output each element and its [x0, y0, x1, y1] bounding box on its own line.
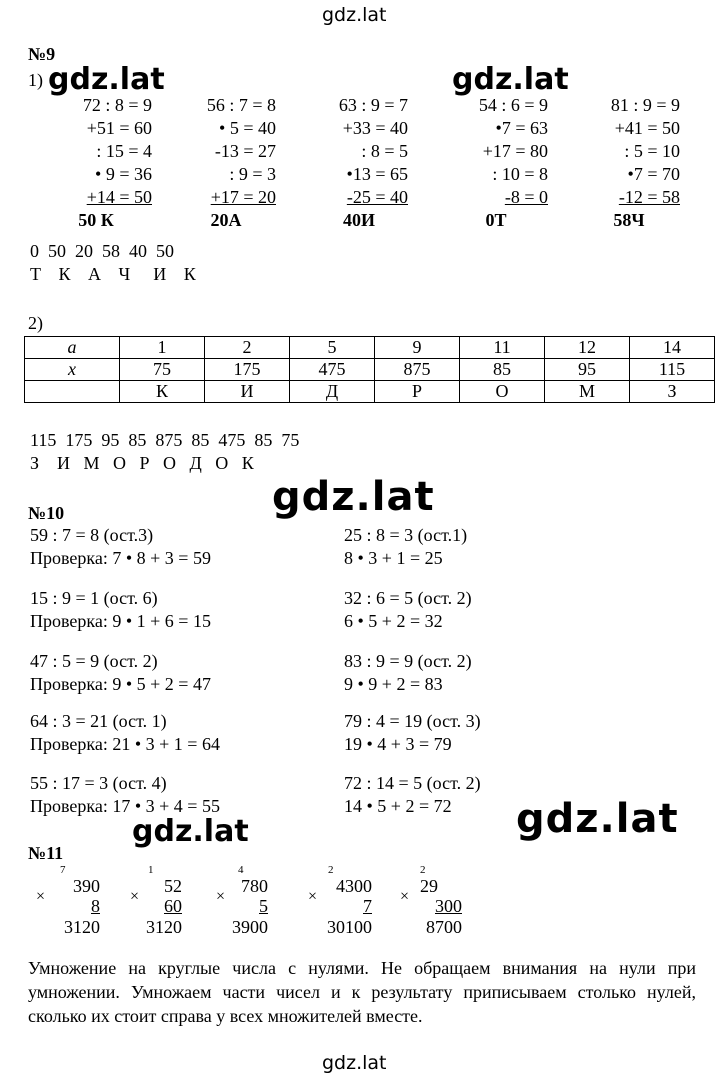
- chain-line: 54 : 6 = 9: [478, 95, 548, 115]
- product: 30100: [327, 917, 372, 937]
- chain-line: 81 : 9 = 9: [610, 95, 680, 115]
- table-cell: 115: [630, 359, 715, 381]
- answer1-numbers: 0 50 20 58 40 50: [30, 241, 174, 261]
- chain-line: •7 = 70: [627, 164, 680, 184]
- product: 3120: [64, 917, 100, 937]
- answer2-numbers: 115 175 95 85 875 85 475 85 75: [30, 430, 300, 450]
- chain-line: -13 = 27: [214, 141, 276, 161]
- chain-line: -25 = 40: [346, 187, 408, 207]
- check-left: Проверка: 17 • 3 + 4 = 55: [30, 796, 220, 816]
- chain-result: 50 К: [78, 210, 114, 230]
- division-right: 32 : 6 = 5 (ост. 2): [344, 588, 472, 608]
- table-header-empty: [25, 381, 120, 403]
- table-cell: 5: [290, 337, 375, 359]
- chain-column-2: [176, 94, 276, 232]
- table-cell: 2: [205, 337, 290, 359]
- multiplication-5: [400, 864, 462, 938]
- chain-line: • 9 = 36: [95, 164, 152, 184]
- table-header-a: a: [25, 337, 120, 359]
- watermark: gdz.lat: [452, 62, 569, 97]
- chain-column-3: [310, 94, 408, 232]
- chain-line: +14 = 50: [86, 187, 152, 207]
- multiplication-1: [36, 864, 100, 938]
- chain-line: : 9 = 3: [229, 164, 276, 184]
- table-cell: 12: [545, 337, 630, 359]
- division-right: 25 : 8 = 3 (ост.1): [344, 525, 468, 545]
- watermark-large: gdz.lat: [516, 796, 679, 842]
- carry-digit: 1: [148, 864, 154, 876]
- watermark: gdz.lat: [132, 814, 249, 849]
- chain-result: 0Т: [485, 210, 507, 230]
- factor-bottom: 60: [164, 896, 182, 916]
- chain-line: +51 = 60: [86, 118, 152, 138]
- chain-line: : 10 = 8: [492, 164, 548, 184]
- table-cell: 1: [120, 337, 205, 359]
- division-left: 55 : 17 = 3 (ост. 4): [30, 773, 167, 793]
- table-cell: 875: [375, 359, 460, 381]
- table-cell: Д: [290, 381, 375, 403]
- chain-line: •7 = 63: [495, 118, 548, 138]
- table-row: [25, 381, 715, 403]
- table-row: [25, 359, 715, 381]
- carry-digit: 7: [60, 864, 66, 876]
- table-cell: К: [120, 381, 205, 403]
- multiplication-3: [216, 864, 268, 938]
- product: 3900: [232, 917, 268, 937]
- chain-line: • 5 = 40: [219, 118, 276, 138]
- chain-line: +33 = 40: [342, 118, 408, 138]
- watermark-large: gdz.lat: [272, 474, 435, 520]
- chain-line: : 15 = 4: [96, 141, 152, 161]
- task9-title: №9: [28, 44, 56, 64]
- product: 3120: [146, 917, 182, 937]
- factor-top: 780: [241, 876, 268, 896]
- table-cell: 9: [375, 337, 460, 359]
- carry-digit: 2: [328, 864, 334, 876]
- division-right: 79 : 4 = 19 (ост. 3): [344, 711, 481, 731]
- check-right: 19 • 4 + 3 = 79: [344, 734, 452, 754]
- chain-line: +17 = 20: [210, 187, 276, 207]
- division-left: 64 : 3 = 21 (ост. 1): [30, 711, 167, 731]
- chain-line: •13 = 65: [346, 164, 408, 184]
- factor-top: 390: [73, 876, 100, 896]
- table-cell: 85: [460, 359, 545, 381]
- table-cell: З: [630, 381, 715, 403]
- values-table: [24, 336, 715, 403]
- watermark-top: gdz.lat: [322, 4, 387, 26]
- table-cell: И: [205, 381, 290, 403]
- chain-line: -8 = 0: [504, 187, 548, 207]
- table-cell: М: [545, 381, 630, 403]
- chain-result: 20А: [210, 210, 242, 230]
- chain-result: 40И: [342, 210, 375, 230]
- division-left: 59 : 7 = 8 (ост.3): [30, 525, 154, 545]
- product: 8700: [426, 917, 462, 937]
- table-header-x: x: [25, 359, 120, 381]
- table-cell: 475: [290, 359, 375, 381]
- factor-bottom: 8: [91, 896, 100, 916]
- chain-column-4: [444, 94, 548, 232]
- table-row: [25, 337, 715, 359]
- factor-top: 52: [164, 876, 182, 896]
- check-right: 8 • 3 + 1 = 25: [344, 548, 443, 568]
- answer2-letters: З И М О Р О Д О К: [30, 453, 254, 473]
- factor-bottom: 5: [259, 896, 268, 916]
- chain-column-1: [40, 94, 152, 232]
- division-right: 72 : 14 = 5 (ост. 2): [344, 773, 481, 793]
- check-left: Проверка: 9 • 5 + 2 = 47: [30, 674, 211, 694]
- task9-part2-label: 2): [28, 313, 43, 333]
- check-right: 14 • 5 + 2 = 72: [344, 796, 452, 816]
- chain-line: : 5 = 10: [624, 141, 680, 161]
- multiply-sign: ×: [36, 888, 46, 905]
- carry-digit: 4: [238, 864, 244, 876]
- factor-top: 29: [420, 876, 438, 896]
- check-left: Проверка: 9 • 1 + 6 = 15: [30, 611, 211, 631]
- check-right: 6 • 5 + 2 = 32: [344, 611, 443, 631]
- chain-line: +17 = 80: [482, 141, 548, 161]
- division-left: 15 : 9 = 1 (ост. 6): [30, 588, 158, 608]
- check-left: Проверка: 21 • 3 + 1 = 64: [30, 734, 220, 754]
- task11-explanation: Умножение на круглые числа с нулями. Не обращаем внимания на нули при умножении. Умножаем части чисел и к результату приписываем столько нулей, сколько их стоит справа у всех множителей вместе.: [28, 958, 696, 1026]
- task9-part1-label: 1): [28, 70, 43, 90]
- chain-line: 63 : 9 = 7: [338, 95, 408, 115]
- chain-line: 56 : 7 = 8: [206, 95, 276, 115]
- division-right: 83 : 9 = 9 (ост. 2): [344, 651, 472, 671]
- watermark: gdz.lat: [48, 62, 165, 97]
- table-cell: 14: [630, 337, 715, 359]
- table-cell: Р: [375, 381, 460, 403]
- table-cell: 175: [205, 359, 290, 381]
- task11-title: №11: [28, 843, 64, 863]
- table-cell: 75: [120, 359, 205, 381]
- multiplication-4: [308, 864, 372, 938]
- table-cell: О: [460, 381, 545, 403]
- answer1-letters: Т К А Ч И К: [30, 264, 197, 284]
- factor-top: 4300: [336, 876, 372, 896]
- table-cell: 11: [460, 337, 545, 359]
- check-left: Проверка: 7 • 8 + 3 = 59: [30, 548, 211, 568]
- chain-line: -12 = 58: [618, 187, 680, 207]
- division-left: 47 : 5 = 9 (ост. 2): [30, 651, 158, 671]
- table-cell: 95: [545, 359, 630, 381]
- check-right: 9 • 9 + 2 = 83: [344, 674, 443, 694]
- chain-line: +41 = 50: [614, 118, 680, 138]
- multiply-sign: ×: [130, 888, 140, 905]
- factor-bottom: 7: [363, 896, 372, 916]
- watermark-bottom: gdz.lat: [322, 1052, 387, 1074]
- chain-column-5: [578, 94, 680, 232]
- task10-title: №10: [28, 503, 65, 523]
- multiplication-2: [130, 864, 182, 938]
- multiply-sign: ×: [400, 888, 410, 905]
- multiply-sign: ×: [216, 888, 226, 905]
- factor-bottom: 300: [435, 896, 462, 916]
- chain-result: 58Ч: [613, 210, 645, 230]
- carry-digit: 2: [420, 864, 426, 876]
- chain-line: : 8 = 5: [361, 141, 408, 161]
- multiply-sign: ×: [308, 888, 318, 905]
- chain-line: 72 : 8 = 9: [82, 95, 152, 115]
